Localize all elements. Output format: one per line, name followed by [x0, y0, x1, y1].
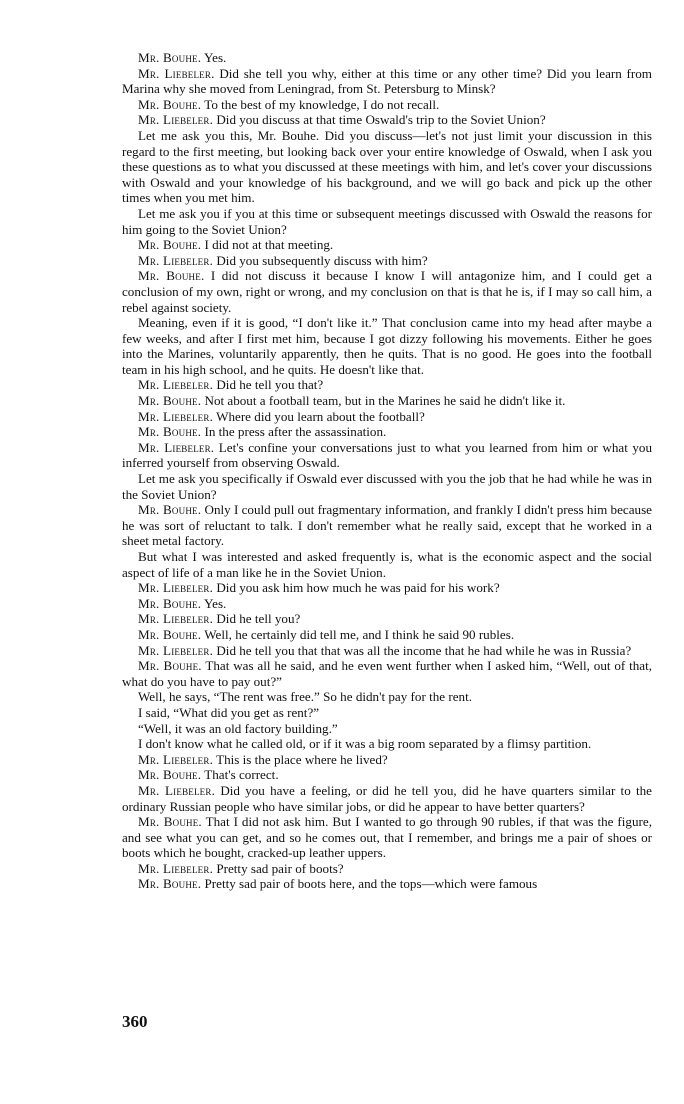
speaker-label: Mr. Bouhe. — [138, 502, 202, 518]
speaker-label: Mr. Liebeler. — [138, 408, 214, 424]
paragraph-text: “Well, it was an old factory building.” — [138, 720, 338, 736]
speaker-label: Mr. Liebeler. — [138, 580, 214, 596]
paragraph-text: That's correct. — [204, 767, 279, 783]
transcript-paragraph — [122, 783, 652, 814]
speaker-label: Mr. Liebeler. — [138, 377, 214, 393]
transcript-paragraph — [122, 549, 652, 580]
transcript-paragraph — [122, 50, 652, 66]
speaker-label: Mr. Bouhe. — [138, 876, 202, 892]
speaker-label: Mr. Liebeler. — [138, 439, 215, 455]
transcript-paragraph — [122, 424, 652, 440]
transcript-paragraph — [122, 471, 652, 502]
paragraph-text: Yes. — [204, 595, 227, 611]
transcript-paragraph — [122, 876, 652, 892]
transcript-paragraph — [122, 814, 652, 861]
paragraph-text: I did not discuss it because I know I will antagonize him, and I could get a conclusion of my own, right or wrong, and my conclusion on that is that he is, if I may so call him, a rebel against society. — [122, 268, 652, 315]
transcript-paragraph — [122, 268, 652, 315]
speaker-label: Mr. Liebeler. — [138, 782, 216, 798]
paragraph-text: In the press after the assassination. — [204, 424, 387, 440]
paragraph-text: Let me ask you if you at this time or subsequent meetings discussed with Oswald the reasons for him going to the Soviet Union? — [122, 205, 652, 237]
paragraph-text: To the best of my knowledge, I do not recall. — [204, 96, 440, 112]
transcript-paragraph — [122, 440, 652, 471]
paragraph-text: Where did you learn about the football? — [216, 408, 425, 424]
transcript-paragraph — [122, 66, 652, 97]
transcript-paragraph — [122, 237, 652, 253]
transcript-paragraph — [122, 502, 652, 549]
paragraph-text: But what I was interested and asked frequently is, what is the economic aspect and the social aspect of life of a man like he in the Soviet Union. — [122, 549, 652, 580]
paragraph-text: Not about a football team, but in the Marines he said he didn't like it. — [204, 393, 566, 409]
speaker-label: Mr. Bouhe. — [138, 50, 202, 65]
transcript-paragraph — [122, 627, 652, 643]
paragraph-text: Did you discuss at that time Oswald's trip to the Soviet Union? — [216, 112, 546, 128]
speaker-label: Mr. Liebeler. — [138, 860, 214, 876]
paragraph-text: Only I could pull out fragmentary information, and frankly I didn't press him because he was sort of reluctant to talk. I don't remember what he really said, except that he worked in a sheet metal factory. — [122, 502, 652, 549]
transcript-paragraph — [122, 596, 652, 612]
paragraph-text: Did you ask him how much he was paid for his work? — [216, 580, 500, 596]
paragraph-text: Pretty sad pair of boots here, and the tops—which were famous — [204, 876, 538, 892]
page-number: 360 — [122, 1012, 148, 1031]
transcript-page — [122, 50, 652, 892]
transcript-paragraph — [122, 128, 652, 206]
paragraph-text: Did he tell you that? — [216, 377, 324, 393]
transcript-paragraph — [122, 580, 652, 596]
speaker-label: Mr. Bouhe. — [138, 424, 202, 440]
speaker-label: Mr. Bouhe. — [138, 268, 205, 284]
transcript-paragraph — [122, 409, 652, 425]
paragraph-text: I said, “What did you get as rent?” — [138, 704, 320, 720]
paragraph-text: Let's confine your conversations just to what you learned from him or what you inferred yourself from observing Oswald. — [122, 439, 652, 471]
speaker-label: Mr. Bouhe. — [138, 767, 202, 783]
transcript-paragraph — [122, 861, 652, 877]
speaker-label: Mr. Liebeler. — [138, 611, 214, 627]
speaker-label: Mr. Liebeler. — [138, 642, 214, 658]
transcript-paragraph — [122, 752, 652, 768]
speaker-label: Mr. Bouhe. — [138, 626, 202, 642]
transcript-paragraph — [122, 658, 652, 689]
transcript-paragraph — [122, 705, 652, 721]
transcript-paragraph — [122, 315, 652, 377]
paragraph-text: I don't know what he called old, or if it was a big room separated by a flimsy partition. — [138, 736, 592, 752]
transcript-paragraph — [122, 736, 652, 752]
speaker-label: Mr. Bouhe. — [138, 595, 202, 611]
paragraph-text: Pretty sad pair of boots? — [216, 860, 344, 876]
speaker-label: Mr. Bouhe. — [138, 814, 202, 830]
transcript-paragraph — [122, 206, 652, 237]
paragraph-text: That I did not ask him. But I wanted to go through 90 rubles, if that was the figure, and see what you can get, and so he comes out, that I remember, and brings me a pair of shoes or boots which he bought, cracked-up leather uppers. — [122, 814, 652, 861]
speaker-label: Mr. Bouhe. — [138, 237, 202, 253]
speaker-label: Mr. Bouhe. — [138, 393, 202, 409]
paragraph-text: Did she tell you why, either at this time or any other time? Did you learn from Marina why she moved from Leningrad, from St. Petersburg to Minsk? — [122, 65, 652, 97]
transcript-paragraph — [122, 721, 652, 737]
transcript-paragraph — [122, 643, 652, 659]
transcript-paragraph — [122, 689, 652, 705]
paragraph-text: Let me ask you this, Mr. Bouhe. Did you discuss—let's not just limit your discussion in this regard to the first meeting, but looking back over your entire knowledge of Oswald, when I ask you these questions as to what you discussed at these meetings with him, and let's cover your discussions with Oswald and your knowledge of his background, and we will go back and pick up the other times when you met him. — [122, 127, 652, 206]
speaker-label: Mr. Liebeler. — [138, 252, 214, 268]
speaker-label: Mr. Liebeler. — [138, 751, 214, 767]
paragraph-text: This is the place where he lived? — [216, 751, 388, 767]
transcript-paragraph — [122, 377, 652, 393]
paragraph-text: Meaning, even if it is good, “I don't like it.” That conclusion came into my head after maybe a few weeks, and after I first met him, because I got dizzy following his movements. Either he goes into the Marines, voluntarily apparently, then he quits. That is no good. He goes into the football team in his high school, and he quits. He doesn't like that. — [122, 315, 652, 377]
paragraph-text: Did he tell you that that was all the income that he had while he was in Russia? — [216, 642, 632, 658]
paragraph-text: That was all he said, and he even went further when I asked him, “Well, out of that, what do you have to pay out?” — [122, 658, 652, 689]
speaker-label: Mr. Liebeler. — [138, 112, 214, 128]
paragraph-text: Let me ask you specifically if Oswald ever discussed with you the job that he had while he was in the Soviet Union? — [122, 471, 652, 502]
paragraph-text: Did you subsequently discuss with him? — [216, 252, 428, 268]
speaker-label: Mr. Liebeler. — [138, 65, 215, 81]
paragraph-text: Did he tell you? — [216, 611, 301, 627]
transcript-paragraph — [122, 97, 652, 113]
transcript-paragraph — [122, 112, 652, 128]
speaker-label: Mr. Bouhe. — [138, 96, 202, 112]
paragraph-text: Well, he certainly did tell me, and I think he said 90 rubles. — [204, 626, 515, 642]
transcript-paragraph — [122, 767, 652, 783]
paragraph-text: Did you have a feeling, or did he tell you, did he have quarters similar to the ordinary Russian people who have similar jobs, or did he appear to have better quarters? — [122, 782, 652, 814]
paragraph-text: I did not at that meeting. — [204, 237, 334, 253]
paragraph-text: Yes. — [204, 50, 227, 65]
speaker-label: Mr. Bouhe. — [138, 658, 202, 674]
transcript-paragraph — [122, 611, 652, 627]
paragraph-text: Well, he says, “The rent was free.” So he didn't pay for the rent. — [138, 689, 472, 705]
transcript-paragraph — [122, 253, 652, 269]
transcript-paragraph — [122, 393, 652, 409]
